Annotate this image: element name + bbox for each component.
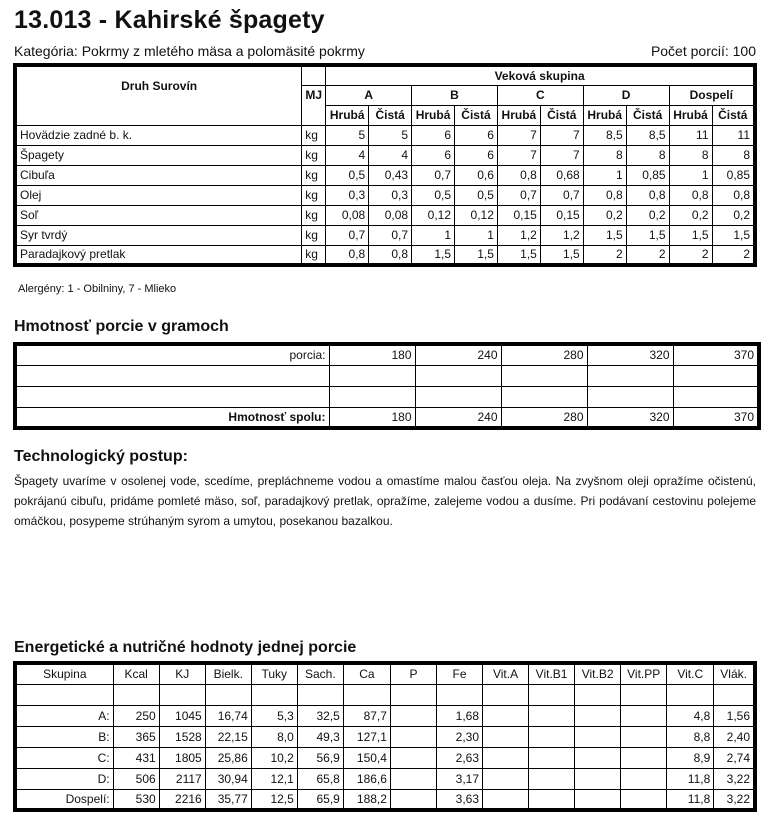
- nutrition-value: [575, 768, 621, 789]
- nutrition-value: [390, 768, 436, 789]
- ingredient-row: [15, 245, 755, 265]
- nutrition-value: 2,74: [714, 747, 755, 768]
- portion-value: 370: [673, 344, 759, 365]
- ingredient-amount: 0,8: [712, 185, 755, 205]
- nutrition-value: [390, 726, 436, 747]
- weights-heading: Hmotnosť porcie v gramoch: [14, 318, 229, 335]
- procedure-text: Špagety uvaríme v osolenej vode, scedíme, prepláchneme vodou a omastíme malou časťou oleja. Na zvyšnom oleji opražíme očistenú, pokrájanú cibuľu, pridáme pomleté mäso, soľ, paradajkový pretlak, opražíme, zalejeme vodou a dusíme. Pri podávaní cestovinu polejeme omáčkou, posypeme strúhaným syrom a umytou, posekanou bazalkou.: [14, 474, 756, 528]
- ingredient-unit: kg: [302, 185, 326, 205]
- nutrition-value: C:: [15, 747, 113, 768]
- ingredient-amount: 1,5: [626, 225, 669, 245]
- nutrition-value: [529, 747, 575, 768]
- nutrition-value: 49,3: [297, 726, 343, 747]
- ingredients-table: [13, 63, 757, 267]
- ingredient-amount: 1,5: [669, 225, 712, 245]
- nutrition-value: 530: [113, 789, 159, 810]
- blank-cell: [436, 684, 482, 705]
- nutrition-value: 3,17: [436, 768, 482, 789]
- nutrition-col-header: Vit.PP: [621, 663, 667, 684]
- group-b: B: [412, 85, 498, 105]
- portion-weights-table: [13, 342, 761, 430]
- ingredient-amount: 0,68: [540, 165, 583, 185]
- ingredient-amount: 0,6: [455, 165, 498, 185]
- nutrition-value: 250: [113, 705, 159, 726]
- nutrition-value: 11,8: [667, 789, 714, 810]
- ingredient-amount: 0,85: [712, 165, 755, 185]
- blank-cell: [302, 105, 326, 125]
- ingredient-amount: 8: [669, 145, 712, 165]
- blank-cell: [575, 684, 621, 705]
- nutrition-value: 4,8: [667, 705, 714, 726]
- total-value: 240: [415, 407, 501, 428]
- nutrition-value: 150,4: [343, 747, 390, 768]
- nutrition-value: 11,8: [667, 768, 714, 789]
- ingredient-amount: 0,8: [497, 165, 540, 185]
- nutrition-value: 365: [113, 726, 159, 747]
- ingredient-amount: 0,5: [412, 185, 455, 205]
- nutrition-col-header: Bielk.: [205, 663, 251, 684]
- sub-gross: Hrubá: [412, 105, 455, 125]
- nutrition-value: 1,56: [714, 705, 755, 726]
- ingredient-amount: 7: [497, 125, 540, 145]
- nutrition-value: 2,30: [436, 726, 482, 747]
- nutrition-value: [483, 768, 529, 789]
- blank-cell: [483, 684, 529, 705]
- blank-cell: [15, 105, 302, 125]
- ingredient-unit: kg: [302, 205, 326, 225]
- nutrition-value: 5,3: [251, 705, 297, 726]
- nutrition-col-header: KJ: [159, 663, 205, 684]
- ingredient-amount: 0,5: [455, 185, 498, 205]
- ingredient-amount: 6: [412, 145, 455, 165]
- nutrition-col-header: Vit.C: [667, 663, 714, 684]
- nutrition-value: 188,2: [343, 789, 390, 810]
- ingredient-amount: 0,8: [326, 245, 369, 265]
- ingredient-amount: 7: [540, 145, 583, 165]
- total-value: 370: [673, 407, 759, 428]
- ingredient-row: [15, 125, 755, 145]
- nutrition-value: 431: [113, 747, 159, 768]
- ingredient-unit: kg: [302, 165, 326, 185]
- ingredient-name: Špagety: [15, 145, 302, 165]
- nutrition-col-header: Vit.A: [483, 663, 529, 684]
- total-value: 280: [501, 407, 587, 428]
- nutrition-value: 2216: [159, 789, 205, 810]
- nutrition-value: 1045: [159, 705, 205, 726]
- nutrition-value: 32,5: [297, 705, 343, 726]
- nutrition-value: 3,22: [714, 768, 755, 789]
- sub-gross: Hrubá: [583, 105, 626, 125]
- nutrition-col-header: Skupina: [15, 663, 113, 684]
- blank-cell: [667, 684, 714, 705]
- nutrition-value: [621, 768, 667, 789]
- ingredient-amount: 2: [712, 245, 755, 265]
- ingredient-amount: 1,5: [497, 245, 540, 265]
- ingredient-amount: 2: [626, 245, 669, 265]
- nutrition-value: 8,9: [667, 747, 714, 768]
- nutrition-value: [575, 726, 621, 747]
- ingredient-row: [15, 185, 755, 205]
- ingredient-unit: kg: [302, 145, 326, 165]
- nutrition-value: [483, 747, 529, 768]
- ingredient-amount: 1,2: [540, 225, 583, 245]
- sub-net: Čistá: [455, 105, 498, 125]
- nutrition-value: [621, 705, 667, 726]
- nutrition-value: [529, 789, 575, 810]
- ingredient-amount: 0,7: [412, 165, 455, 185]
- ingredient-amount: 1,5: [412, 245, 455, 265]
- ingredient-amount: 0,2: [669, 205, 712, 225]
- ingredient-amount: 6: [412, 125, 455, 145]
- ingredient-amount: 0,7: [540, 185, 583, 205]
- recipe-meta: [14, 43, 756, 59]
- nutrition-value: [390, 789, 436, 810]
- nutrition-value: A:: [15, 705, 113, 726]
- ingredient-amount: 2: [669, 245, 712, 265]
- ingredient-amount: 4: [369, 145, 412, 165]
- ingredient-name: Hovädzie zadné b. k.: [15, 125, 302, 145]
- ingredient-amount: 0,7: [497, 185, 540, 205]
- ingredient-row: [15, 205, 755, 225]
- procedure-heading: Technologický postup:: [14, 448, 188, 465]
- empty-row: [15, 386, 759, 407]
- blank-cell: [205, 684, 251, 705]
- ingredient-row: [15, 165, 755, 185]
- ingredient-amount: 2: [583, 245, 626, 265]
- nutrition-value: [529, 768, 575, 789]
- sub-gross: Hrubá: [497, 105, 540, 125]
- portion-value: 280: [501, 344, 587, 365]
- total-value: 180: [329, 407, 415, 428]
- nutrition-col-header: Kcal: [113, 663, 159, 684]
- nutrition-row: [15, 768, 755, 789]
- sub-gross: Hrubá: [669, 105, 712, 125]
- sub-net: Čistá: [712, 105, 755, 125]
- ingredient-amount: 0,08: [326, 205, 369, 225]
- nutrition-value: 2,63: [436, 747, 482, 768]
- nutrition-col-header: Fe: [436, 663, 482, 684]
- portion-label: porcia:: [15, 344, 329, 365]
- ingredient-amount: 11: [712, 125, 755, 145]
- nutrition-col-header: Vit.B1: [529, 663, 575, 684]
- ingredient-amount: 1,5: [540, 245, 583, 265]
- ingredient-amount: 8: [712, 145, 755, 165]
- ingredient-amount: 7: [540, 125, 583, 145]
- ingredient-amount: 1: [412, 225, 455, 245]
- ingredient-amount: 0,15: [540, 205, 583, 225]
- ingredient-amount: 8,5: [583, 125, 626, 145]
- portion-count: Počet porcií: 100: [650, 43, 756, 59]
- ingredient-amount: 0,3: [369, 185, 412, 205]
- nutrition-value: 65,9: [297, 789, 343, 810]
- ingredient-amount: 1: [583, 165, 626, 185]
- nutrition-value: [529, 726, 575, 747]
- nutrition-value: 16,74: [205, 705, 251, 726]
- nutrition-row: [15, 747, 755, 768]
- nutrition-col-header: Tuky: [251, 663, 297, 684]
- blank-cell: [251, 684, 297, 705]
- category-label: Kategória: Pokrmy z mletého mäsa a polomäsité pokrmy: [14, 43, 365, 59]
- ingredient-unit: kg: [302, 245, 326, 265]
- allergens-note: Alergény: 1 - Obilniny, 7 - Mlieko: [18, 283, 177, 295]
- ingredient-amount: 6: [455, 145, 498, 165]
- nutrition-row: [15, 726, 755, 747]
- ingredient-amount: 0,5: [326, 165, 369, 185]
- ingredient-amount: 1,2: [497, 225, 540, 245]
- ingredient-amount: 0,8: [669, 185, 712, 205]
- ingredient-amount: 0,3: [326, 185, 369, 205]
- blank-cell: [714, 684, 755, 705]
- nutrition-value: Dospelí:: [15, 789, 113, 810]
- nutrition-value: 506: [113, 768, 159, 789]
- ingredient-amount: 1,5: [455, 245, 498, 265]
- group-c: C: [497, 85, 583, 105]
- ingredient-amount: 0,12: [412, 205, 455, 225]
- recipe-title: 13.013 - Kahirské špagety: [14, 6, 325, 34]
- age-group-header: Veková skupina: [326, 65, 755, 85]
- ingredient-amount: 1: [455, 225, 498, 245]
- nutrition-value: [621, 726, 667, 747]
- nutrition-row: [15, 705, 755, 726]
- empty-row: [15, 684, 755, 705]
- nutrition-value: 8,8: [667, 726, 714, 747]
- nutrition-value: 25,86: [205, 747, 251, 768]
- nutrition-heading: Energetické a nutričné hodnoty jednej porcie: [14, 639, 357, 656]
- ingredient-amount: 0,08: [369, 205, 412, 225]
- nutrition-col-header: Ca: [343, 663, 390, 684]
- nutrition-value: [390, 747, 436, 768]
- portion-value: 240: [415, 344, 501, 365]
- nutrition-col-header: Vit.B2: [575, 663, 621, 684]
- blank-cell: [343, 684, 390, 705]
- ingredient-amount: 7: [497, 145, 540, 165]
- ingredient-amount: 1: [669, 165, 712, 185]
- blank-cell: [159, 684, 205, 705]
- ingredient-amount: 0,8: [369, 245, 412, 265]
- ingredient-amount: 0,8: [626, 185, 669, 205]
- ingredient-amount: 8,5: [626, 125, 669, 145]
- nutrition-value: 12,5: [251, 789, 297, 810]
- nutrition-row: [15, 789, 755, 810]
- nutrition-header-row: [15, 663, 755, 684]
- ingredient-name: Olej: [15, 185, 302, 205]
- nutrition-value: [483, 789, 529, 810]
- nutrition-value: 87,7: [343, 705, 390, 726]
- total-label: Hmotnosť spolu:: [15, 407, 329, 428]
- nutrition-table: [13, 661, 757, 812]
- nutrition-value: 65,8: [297, 768, 343, 789]
- ingredient-unit: kg: [302, 125, 326, 145]
- nutrition-value: [621, 747, 667, 768]
- nutrition-value: B:: [15, 726, 113, 747]
- nutrition-value: D:: [15, 768, 113, 789]
- ingredient-amount: 6: [455, 125, 498, 145]
- ingredient-amount: 0,43: [369, 165, 412, 185]
- nutrition-value: 35,77: [205, 789, 251, 810]
- ingredient-amount: 5: [326, 125, 369, 145]
- ingredient-name: Paradajkový pretlak: [15, 245, 302, 265]
- sub-net: Čistá: [540, 105, 583, 125]
- nutrition-value: 12,1: [251, 768, 297, 789]
- nutrition-col-header: P: [390, 663, 436, 684]
- group-adult: Dospelí: [669, 85, 755, 105]
- ingredient-amount: 0,12: [455, 205, 498, 225]
- portion-value: 320: [587, 344, 673, 365]
- nutrition-value: [390, 705, 436, 726]
- portion-value: 180: [329, 344, 415, 365]
- ingredient-amount: 0,85: [626, 165, 669, 185]
- nutrition-value: [483, 705, 529, 726]
- nutrition-value: 1805: [159, 747, 205, 768]
- nutrition-value: [575, 789, 621, 810]
- ingredient-unit: kg: [302, 225, 326, 245]
- ingredient-name: Soľ: [15, 205, 302, 225]
- nutrition-value: 1,68: [436, 705, 482, 726]
- total-value: 320: [587, 407, 673, 428]
- nutrition-value: 3,63: [436, 789, 482, 810]
- ingredient-amount: 0,2: [583, 205, 626, 225]
- nutrition-col-header: Sach.: [297, 663, 343, 684]
- ingredient-name: Syr tvrdý: [15, 225, 302, 245]
- ingredient-amount: 0,2: [712, 205, 755, 225]
- ingredient-row: [15, 225, 755, 245]
- col-ingredient-name: Druh Surovín: [15, 65, 302, 105]
- group-a: A: [326, 85, 412, 105]
- ingredient-amount: 8: [583, 145, 626, 165]
- sub-gross: Hrubá: [326, 105, 369, 125]
- nutrition-value: 10,2: [251, 747, 297, 768]
- ingredient-amount: 8: [626, 145, 669, 165]
- ingredient-amount: 5: [369, 125, 412, 145]
- nutrition-value: [575, 705, 621, 726]
- ingredient-amount: 0,8: [583, 185, 626, 205]
- blank-cell: [15, 684, 113, 705]
- blank-cell: [621, 684, 667, 705]
- nutrition-value: 30,94: [205, 768, 251, 789]
- blank-cell: [302, 65, 326, 85]
- nutrition-value: [575, 747, 621, 768]
- ingredient-amount: 0,2: [626, 205, 669, 225]
- total-row: [15, 407, 759, 428]
- nutrition-value: 8,0: [251, 726, 297, 747]
- col-unit: MJ: [302, 85, 326, 105]
- ingredient-amount: 11: [669, 125, 712, 145]
- sub-net: Čistá: [626, 105, 669, 125]
- nutrition-value: 127,1: [343, 726, 390, 747]
- nutrition-value: 3,22: [714, 789, 755, 810]
- ingredient-amount: 4: [326, 145, 369, 165]
- ingredient-name: Cibuľa: [15, 165, 302, 185]
- nutrition-value: [621, 789, 667, 810]
- nutrition-value: 56,9: [297, 747, 343, 768]
- sub-net: Čistá: [369, 105, 412, 125]
- portion-row: [15, 344, 759, 365]
- group-d: D: [583, 85, 669, 105]
- ingredient-row: [15, 145, 755, 165]
- blank-cell: [297, 684, 343, 705]
- blank-cell: [113, 684, 159, 705]
- nutrition-value: [483, 726, 529, 747]
- ingredient-amount: 0,7: [369, 225, 412, 245]
- nutrition-value: 2,40: [714, 726, 755, 747]
- nutrition-value: 1528: [159, 726, 205, 747]
- nutrition-value: [529, 705, 575, 726]
- nutrition-value: 186,6: [343, 768, 390, 789]
- ingredient-amount: 0,7: [326, 225, 369, 245]
- nutrition-col-header: Vlák.: [714, 663, 755, 684]
- nutrition-value: 2117: [159, 768, 205, 789]
- ingredient-amount: 1,5: [712, 225, 755, 245]
- ingredient-amount: 1,5: [583, 225, 626, 245]
- ingredient-amount: 0,15: [497, 205, 540, 225]
- empty-row: [15, 365, 759, 386]
- blank-cell: [529, 684, 575, 705]
- nutrition-value: 22,15: [205, 726, 251, 747]
- blank-cell: [390, 684, 436, 705]
